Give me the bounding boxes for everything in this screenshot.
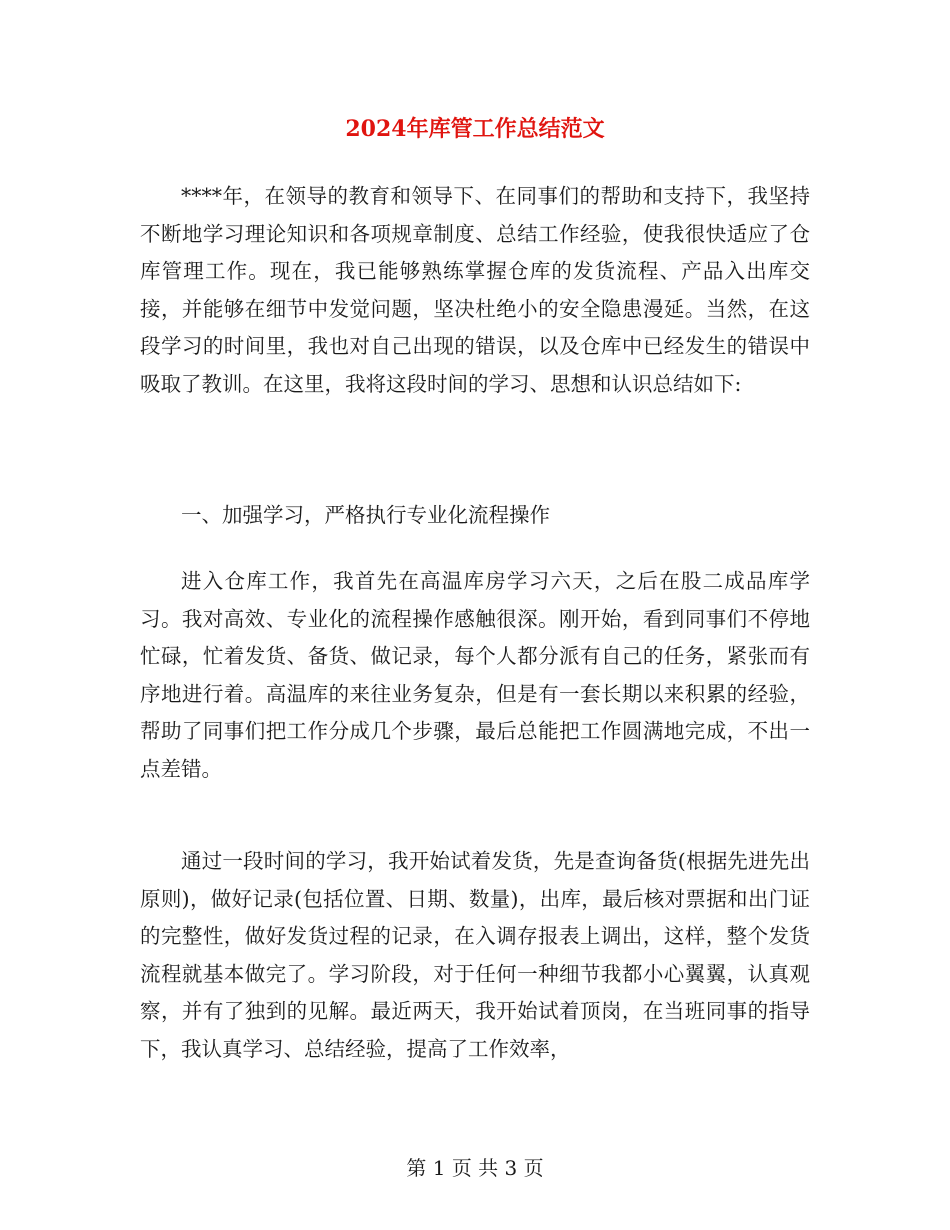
- section-heading-1: 一、加强学习，严格执行专业化流程操作: [181, 503, 550, 527]
- page-footer: 第 1 页 共 3 页: [406, 1156, 544, 1180]
- body-paragraph-2: 进入仓库工作，我首先在高温库房学习六天，之后在股二成品库学习。我对高效、专业化的流程操作感触很深。刚开始，看到同事们不停地忙碌，忙着发货、备货、做记录，每个人都分派有自己的任务，紧张而有序地进行着。高温库的来往业务复杂，但是有一套长期以来积累的经验，帮助了同事们把工作分成几个步骤，最后总能把工作圆满地完成，不出一点差错。: [140, 569, 810, 781]
- intro-paragraph: ****年，在领导的教育和领导下、在同事们的帮助和支持下，我坚持不断地学习理论知识和各项规章制度、总结工作经验，使我很快适应了仓库管理工作。现在，我已能够熟练掌握仓库的发货流程、产品入出库交接，并能够在细节中发觉问题，坚决杜绝小的安全隐患漫延。当然，在这段学习的时间里，我也对自己出现的错误，以及仓库中已经发生的错误中吸取了教训。在这里，我将这段时间的学习、思想和认识总结如下:: [140, 184, 810, 396]
- body-paragraph-3: 通过一段时间的学习，我开始试着发货，先是查询备货(根据先进先出原则)，做好记录(包括位置、日期、数量)，出库，最后核对票据和出门证的完整性，做好发货过程的记录，在入调存报表上调出，这样，整个发货流程就基本做完了。学习阶段，对于任何一种细节我都小心翼翼，认真观察，并有了独到的见解。最近两天，我开始试着顶岗，在当班同事的指导下，我认真学习、总结经验，提高了工作效率，: [140, 849, 810, 1061]
- document-title: 2024年库管工作总结范文: [345, 116, 605, 142]
